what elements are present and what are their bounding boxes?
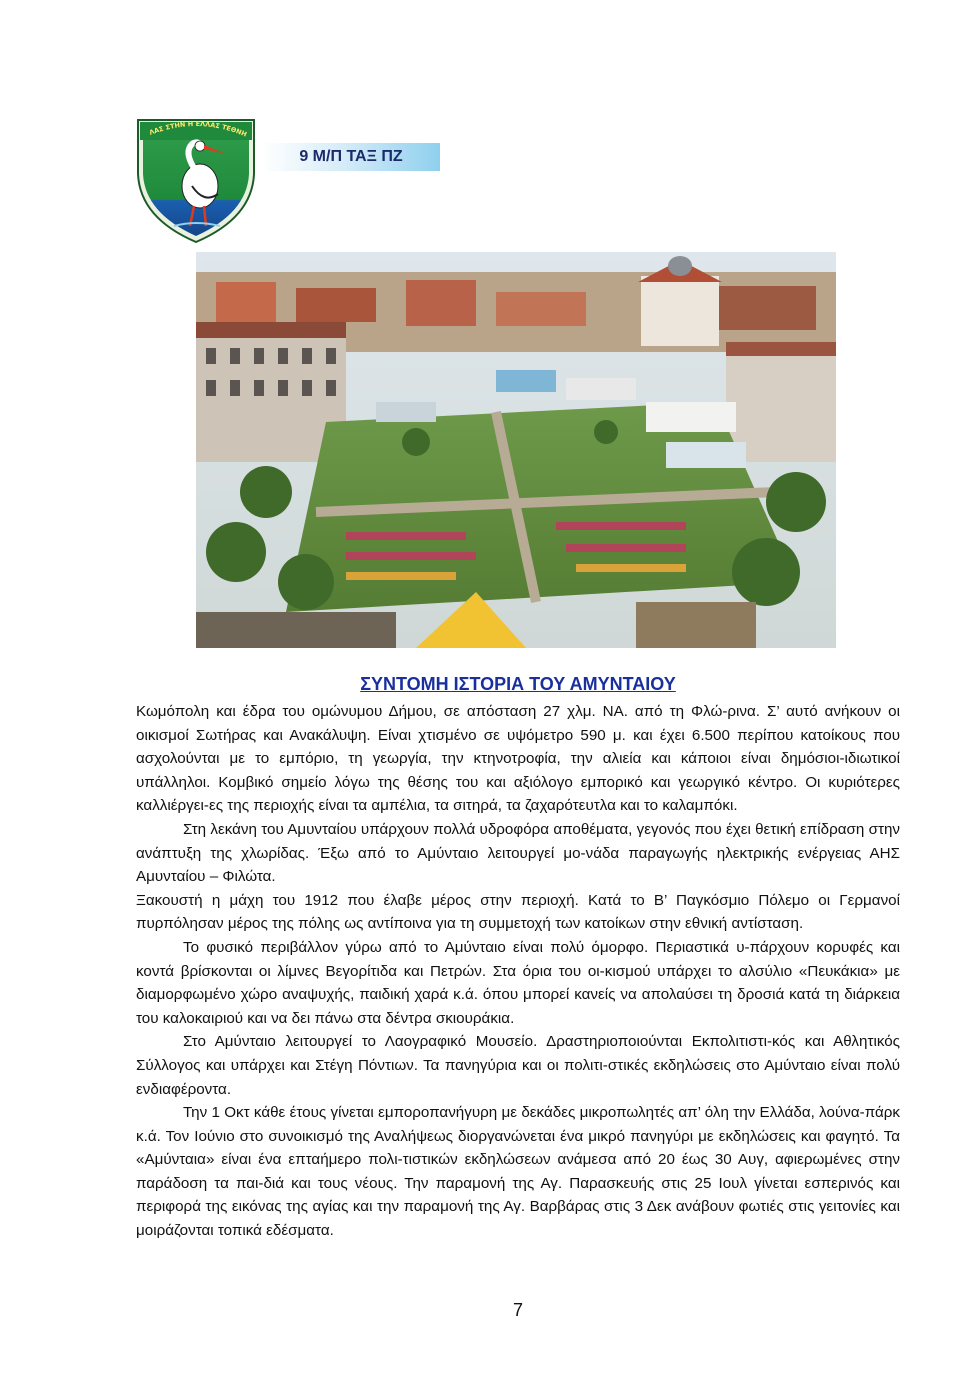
paragraph: Στη λεκάνη του Αμυνταίου υπάρχουν πολλά υδροφόρα αποθέματα, γεγονός που έχει θετική επίδραση στην ανάπτυξη της χλωρίδας. Έξω από το Αμύνταιο λειτουργεί μο-νάδα παραγωγής ηλεκτρικής ενέργειας ΑΗΣ Αμυνταίου – Φιλώτα.	[136, 820, 900, 886]
paragraph: Ξακουστή η μάχη του 1912 που έλαβε μέρος στην περιοχή. Κατά το Β’ Παγκόσμιο Πόλεμο οι Γερμανοί πυρπόλησαν μέρος της πόλης ως αντίποινα για τη συμμετοχή των κατοίκων στην εθνική αντίσταση.	[136, 891, 900, 933]
paragraph: Στο Αμύνταιο λειτουργεί το Λαογραφικό Μουσείο. Δραστηριοποιούνται Εκπολιτιστι-κός και Αθλητικός Σύλλογος και υπάρχει και Στέγη Πόντιων. Τα πανηγύρια και οι πολιτι-στικές εκδηλώσεις στο Αμύνταιο είναι πολύ ενδιαφέροντα.	[136, 1033, 900, 1098]
page-number: 7	[512, 1300, 523, 1320]
unit-emblem	[134, 114, 258, 246]
unit-name-banner	[262, 143, 440, 171]
market-square-aerial-photo	[196, 252, 836, 648]
paragraph: Κωμόπολη και έδρα του ομώνυμου Δήμου, σε απόσταση 27 χλμ. ΝΑ. από τη Φλώ-ρινα. Σ’ αυτό ανήκουν οι οικισμοί Σωτήρας και Ανακάλυψη. Είναι χτισμένο σε υψόμετρο 590 μ. και έχει 6.500 περίπου κατοίκους που ασχολούνται με το εμπόριο, τη γεωργία, την κτηνοτροφία, την αλιεία και κάποιοι είναι δημόσιοι-ιδιωτικοί υπάλληλοι. Κομβικό σημείο λόγω της θέσης του και αξιόλογο εμπορικό και γεωργικό κέντρο. Οι κυριότερες καλλιέργει-ες της περιοχής είναι τα αμπέλια, τα σιτηρά, τα ζαχαρότευτλα και το καλαμπόκι.	[136, 703, 900, 815]
unit-name: 9 Μ/Π ΤΑΞ ΠΖ	[299, 148, 403, 165]
article-title: ΣΥΝΤΟΜΗ ΙΣΤΟΡΙΑ ΤΟΥ ΑΜΥΝΤΑΙΟΥ	[360, 674, 676, 694]
paragraph: Την 1 Οκτ κάθε έτους γίνεται εμποροπανήγυρη με δεκάδες μικροπωλητές απ’ όλη την Ελλάδα, λούνα-πάρκ κ.ά. Τον Ιούνιο στο συνοικισμό της Αναλήψεως διοργανώνεται ένα μικρό πανηγύρι με εκδηλώσεις και φαγητό. Τα «Αμύνταια» είναι ένα επταήμερο πολι-τιστικών εκδηλώσεων ανάμεσα από 20 έως 30 Αυγ, αφιερωμένες στην παράδοση τα παι-διά και τους νέους. Την παραμονή της Αγ. Παρασκευής στις 25 Ιουλ γίνεται εσπερινός και περιφορά της εικόνας της αγίας και την παραμονή της Αγ. Βαρβάρας στις 3 Δεκ ανάβουν φωτιές στις γειτονίες και μοιράζονται τοπικά εδέσματα.	[136, 1104, 900, 1240]
paragraph: Το φυσικό περιβάλλον γύρω από το Αμύνταιο είναι πολύ όμορφο. Περιαστικά υ-πάρχουν κορυφές και κοντά βρίσκονται οι λίμνες Βεγορίτιδα και Πετρών. Στα όρια του οι-κισμού υπάρχει το αλσύλιο «Πευκάκια» με διαμορφωμένο χώρο αναψυχής, παιδική χαρά κ.ά. όπου μπορεί κανείς να απολαύσει τη δροσιά κατά τη διάρκεια του καλοκαιριού και να δει πάνω στα δέντρα σκιουράκια.	[136, 938, 900, 1027]
article-body	[136, 700, 900, 1243]
emblem-motto: ΛΑΣ ΣΤΗΝ Η ΕΛΛΑΣ ΤΕΘΝΗ	[148, 119, 248, 139]
stork-shield-icon	[134, 114, 258, 246]
